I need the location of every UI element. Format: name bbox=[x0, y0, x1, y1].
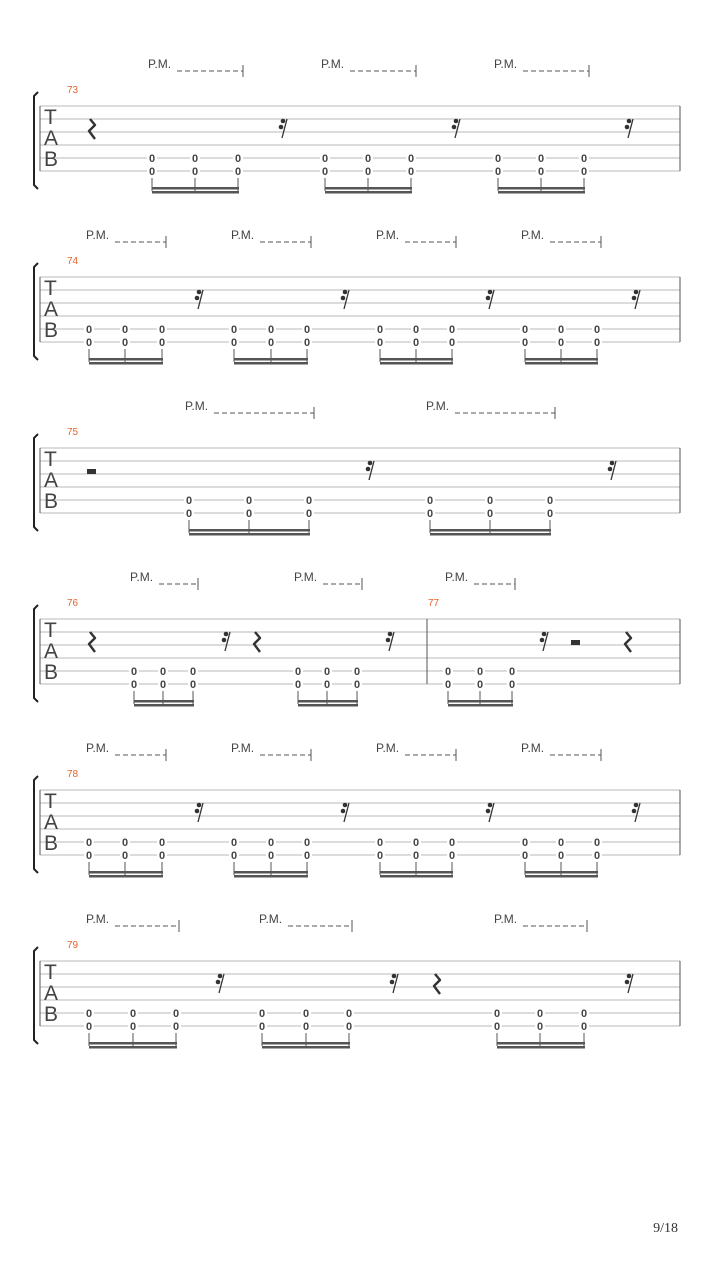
tab-clef-letter: T bbox=[44, 961, 57, 984]
beam bbox=[325, 187, 412, 190]
palm-mute-label: P.M. bbox=[86, 912, 110, 926]
rest-dot bbox=[632, 809, 637, 814]
system-bracket bbox=[34, 434, 38, 531]
palm-mute-label: P.M. bbox=[376, 741, 400, 755]
measure-number: 73 bbox=[67, 85, 79, 96]
fret-number: 0 bbox=[191, 166, 199, 178]
tab-clef-letter: B bbox=[44, 490, 59, 513]
tab-clef-letter: A bbox=[44, 982, 59, 1005]
fret-number: 0 bbox=[267, 850, 275, 862]
palm-mute-label: P.M. bbox=[231, 741, 255, 755]
fret-number: 0 bbox=[129, 1008, 137, 1020]
beam bbox=[380, 358, 453, 361]
sixteenth-rest bbox=[452, 119, 460, 138]
beam bbox=[448, 704, 513, 707]
sixteenth-rest bbox=[279, 119, 287, 138]
fret-number: 0 bbox=[148, 153, 156, 165]
palm-mute-marker bbox=[86, 228, 166, 248]
palm-mute-label: P.M. bbox=[445, 570, 469, 584]
beam bbox=[89, 1042, 177, 1045]
tab-clef-letter: B bbox=[44, 832, 59, 855]
beam bbox=[189, 533, 310, 536]
sixteenth-rest bbox=[195, 803, 203, 822]
fret-number: 0 bbox=[580, 166, 588, 178]
fret-number: 0 bbox=[448, 837, 456, 849]
rest-dot bbox=[392, 974, 397, 979]
palm-mute-marker bbox=[521, 228, 601, 248]
beam bbox=[89, 362, 163, 365]
palm-mute-marker bbox=[294, 570, 362, 590]
palm-mute-marker bbox=[86, 912, 179, 932]
palm-mute-marker bbox=[231, 741, 311, 761]
fret-number: 0 bbox=[494, 166, 502, 178]
half-rest bbox=[87, 469, 96, 474]
rest-dot bbox=[454, 119, 459, 124]
beam bbox=[498, 187, 585, 190]
measure-number: 78 bbox=[67, 769, 79, 780]
sixteenth-rest bbox=[390, 974, 398, 993]
system-bracket bbox=[34, 92, 38, 189]
fret-number: 0 bbox=[323, 679, 331, 691]
quarter-rest bbox=[254, 632, 260, 652]
fret-number: 0 bbox=[345, 1008, 353, 1020]
beam bbox=[152, 191, 239, 194]
beam bbox=[89, 875, 163, 878]
rest-dot bbox=[197, 803, 202, 808]
fret-number: 0 bbox=[580, 1008, 588, 1020]
beam bbox=[498, 191, 585, 194]
fret-number: 0 bbox=[521, 337, 529, 349]
palm-mute-marker bbox=[259, 912, 352, 932]
rest-dot bbox=[343, 290, 348, 295]
rest-dot bbox=[542, 632, 547, 637]
fret-number: 0 bbox=[230, 324, 238, 336]
palm-mute-marker bbox=[445, 570, 515, 590]
fret-number: 0 bbox=[85, 337, 93, 349]
palm-mute-marker bbox=[321, 57, 416, 77]
fret-number: 0 bbox=[412, 337, 420, 349]
beam bbox=[89, 871, 163, 874]
fret-number: 0 bbox=[476, 666, 484, 678]
beam bbox=[262, 1046, 350, 1049]
fret-number: 0 bbox=[448, 324, 456, 336]
palm-mute-label: P.M. bbox=[294, 570, 318, 584]
beam bbox=[89, 1046, 177, 1049]
palm-mute-label: P.M. bbox=[494, 57, 518, 71]
fret-number: 0 bbox=[364, 166, 372, 178]
fret-number: 0 bbox=[302, 1008, 310, 1020]
rest-dot bbox=[366, 467, 371, 472]
tab-clef-letter: B bbox=[44, 148, 59, 171]
tab-clef-letter: B bbox=[44, 319, 59, 342]
beam bbox=[134, 704, 194, 707]
rest-dot bbox=[488, 290, 493, 295]
palm-mute-marker bbox=[494, 57, 589, 77]
beam bbox=[134, 700, 194, 703]
fret-number: 0 bbox=[189, 679, 197, 691]
rest-dot bbox=[388, 632, 393, 637]
palm-mute-marker bbox=[185, 399, 314, 419]
palm-mute-label: P.M. bbox=[130, 570, 154, 584]
system-bracket bbox=[34, 947, 38, 1044]
rest-dot bbox=[218, 974, 223, 979]
fret-number: 0 bbox=[121, 337, 129, 349]
rest-dot bbox=[452, 125, 457, 130]
tab-clef-letter: A bbox=[44, 469, 59, 492]
fret-number: 0 bbox=[407, 153, 415, 165]
rest-dot bbox=[627, 974, 632, 979]
fret-number: 0 bbox=[426, 495, 434, 507]
palm-mute-label: P.M. bbox=[86, 228, 110, 242]
beam bbox=[262, 1042, 350, 1045]
palm-mute-marker bbox=[376, 228, 456, 248]
fret-number: 0 bbox=[521, 837, 529, 849]
fret-number: 0 bbox=[521, 850, 529, 862]
fret-number: 0 bbox=[546, 508, 554, 520]
sixteenth-rest bbox=[625, 119, 633, 138]
rest-dot bbox=[368, 461, 373, 466]
measure-number: 77 bbox=[428, 598, 440, 609]
fret-number: 0 bbox=[476, 679, 484, 691]
fret-number: 0 bbox=[267, 324, 275, 336]
fret-number: 0 bbox=[85, 837, 93, 849]
sixteenth-rest bbox=[486, 803, 494, 822]
sixteenth-rest bbox=[540, 632, 548, 651]
tab-system bbox=[34, 399, 680, 536]
fret-number: 0 bbox=[121, 324, 129, 336]
beam bbox=[525, 875, 598, 878]
beam bbox=[497, 1042, 585, 1045]
fret-number: 0 bbox=[159, 679, 167, 691]
measure-number: 76 bbox=[67, 598, 79, 609]
fret-number: 0 bbox=[294, 666, 302, 678]
tab-system bbox=[34, 570, 680, 707]
fret-number: 0 bbox=[158, 837, 166, 849]
page-number: 9/18 bbox=[653, 1221, 678, 1236]
palm-mute-marker bbox=[426, 399, 555, 419]
fret-number: 0 bbox=[448, 850, 456, 862]
fret-number: 0 bbox=[185, 508, 193, 520]
palm-mute-label: P.M. bbox=[259, 912, 283, 926]
beam bbox=[497, 1046, 585, 1049]
palm-mute-label: P.M. bbox=[494, 912, 518, 926]
rest-dot bbox=[222, 638, 227, 643]
system-bracket bbox=[34, 605, 38, 702]
sixteenth-rest bbox=[632, 290, 640, 309]
beam bbox=[189, 529, 310, 532]
fret-number: 0 bbox=[185, 495, 193, 507]
fret-number: 0 bbox=[593, 337, 601, 349]
fret-number: 0 bbox=[486, 508, 494, 520]
palm-mute-marker bbox=[376, 741, 456, 761]
rest-dot bbox=[341, 296, 346, 301]
beam bbox=[152, 187, 239, 190]
fret-number: 0 bbox=[121, 837, 129, 849]
fret-number: 0 bbox=[85, 1008, 93, 1020]
fret-number: 0 bbox=[493, 1008, 501, 1020]
fret-number: 0 bbox=[508, 666, 516, 678]
sixteenth-rest bbox=[366, 461, 374, 480]
fret-number: 0 bbox=[245, 508, 253, 520]
fret-number: 0 bbox=[580, 153, 588, 165]
fret-number: 0 bbox=[521, 324, 529, 336]
rest-dot bbox=[216, 980, 221, 985]
beam bbox=[380, 362, 453, 365]
beam bbox=[89, 358, 163, 361]
fret-number: 0 bbox=[172, 1021, 180, 1033]
fret-number: 0 bbox=[302, 1021, 310, 1033]
palm-mute-marker bbox=[521, 741, 601, 761]
fret-number: 0 bbox=[303, 324, 311, 336]
fret-number: 0 bbox=[407, 166, 415, 178]
fret-number: 0 bbox=[258, 1008, 266, 1020]
fret-number: 0 bbox=[412, 850, 420, 862]
system-bracket bbox=[34, 776, 38, 873]
fret-number: 0 bbox=[376, 850, 384, 862]
palm-mute-marker bbox=[231, 228, 311, 248]
rest-dot bbox=[343, 803, 348, 808]
fret-number: 0 bbox=[230, 850, 238, 862]
fret-number: 0 bbox=[376, 337, 384, 349]
tab-clef-letter: T bbox=[44, 448, 57, 471]
sixteenth-rest bbox=[341, 290, 349, 309]
tab-clef-letter: A bbox=[44, 811, 59, 834]
rest-dot bbox=[608, 467, 613, 472]
fret-number: 0 bbox=[412, 324, 420, 336]
sixteenth-rest bbox=[608, 461, 616, 480]
sixteenth-rest bbox=[222, 632, 230, 651]
tab-clef-letter: B bbox=[44, 661, 59, 684]
fret-number: 0 bbox=[345, 1021, 353, 1033]
tab-clef-letter: A bbox=[44, 298, 59, 321]
fret-number: 0 bbox=[148, 166, 156, 178]
fret-number: 0 bbox=[412, 837, 420, 849]
palm-mute-label: P.M. bbox=[321, 57, 345, 71]
fret-number: 0 bbox=[557, 850, 565, 862]
sixteenth-rest bbox=[625, 974, 633, 993]
rest-dot bbox=[632, 296, 637, 301]
fret-number: 0 bbox=[258, 1021, 266, 1033]
palm-mute-label: P.M. bbox=[86, 741, 110, 755]
fret-number: 0 bbox=[159, 666, 167, 678]
tab-clef-letter: T bbox=[44, 106, 57, 129]
rest-dot bbox=[625, 125, 630, 130]
tab-system bbox=[34, 57, 680, 194]
fret-number: 0 bbox=[267, 337, 275, 349]
sixteenth-rest bbox=[341, 803, 349, 822]
fret-number: 0 bbox=[158, 850, 166, 862]
fret-number: 0 bbox=[376, 837, 384, 849]
fret-number: 0 bbox=[493, 1021, 501, 1033]
fret-number: 0 bbox=[130, 679, 138, 691]
fret-number: 0 bbox=[191, 153, 199, 165]
fret-number: 0 bbox=[267, 837, 275, 849]
fret-number: 0 bbox=[305, 495, 313, 507]
measure-number: 75 bbox=[67, 427, 79, 438]
tab-system bbox=[34, 741, 680, 878]
beam bbox=[430, 533, 551, 536]
fret-number: 0 bbox=[85, 324, 93, 336]
palm-mute-label: P.M. bbox=[426, 399, 450, 413]
tab-system bbox=[34, 228, 680, 365]
beam bbox=[525, 362, 598, 365]
sixteenth-rest bbox=[632, 803, 640, 822]
rest-dot bbox=[279, 125, 284, 130]
palm-mute-label: P.M. bbox=[521, 228, 545, 242]
rest-dot bbox=[488, 803, 493, 808]
rest-dot bbox=[634, 803, 639, 808]
quarter-rest bbox=[89, 632, 95, 652]
fret-number: 0 bbox=[121, 850, 129, 862]
fret-number: 0 bbox=[130, 666, 138, 678]
measure-number: 74 bbox=[67, 256, 79, 267]
fret-number: 0 bbox=[303, 850, 311, 862]
fret-number: 0 bbox=[546, 495, 554, 507]
fret-number: 0 bbox=[245, 495, 253, 507]
rest-dot bbox=[625, 980, 630, 985]
fret-number: 0 bbox=[508, 679, 516, 691]
fret-number: 0 bbox=[580, 1021, 588, 1033]
rest-dot bbox=[195, 809, 200, 814]
fret-number: 0 bbox=[536, 1008, 544, 1020]
beam bbox=[234, 875, 308, 878]
fret-number: 0 bbox=[537, 153, 545, 165]
palm-mute-label: P.M. bbox=[376, 228, 400, 242]
fret-number: 0 bbox=[321, 153, 329, 165]
fret-number: 0 bbox=[444, 666, 452, 678]
fret-number: 0 bbox=[189, 666, 197, 678]
sixteenth-rest bbox=[386, 632, 394, 651]
rest-dot bbox=[281, 119, 286, 124]
fret-number: 0 bbox=[557, 324, 565, 336]
rest-dot bbox=[341, 809, 346, 814]
palm-mute-label: P.M. bbox=[231, 228, 255, 242]
palm-mute-marker bbox=[130, 570, 198, 590]
rest-dot bbox=[610, 461, 615, 466]
beam bbox=[234, 358, 308, 361]
fret-number: 0 bbox=[486, 495, 494, 507]
palm-mute-marker bbox=[494, 912, 587, 932]
beam bbox=[430, 529, 551, 532]
tab-clef-letter: B bbox=[44, 1003, 59, 1026]
fret-number: 0 bbox=[172, 1008, 180, 1020]
beam bbox=[234, 871, 308, 874]
fret-number: 0 bbox=[303, 837, 311, 849]
beam bbox=[525, 871, 598, 874]
beam bbox=[380, 875, 453, 878]
fret-number: 0 bbox=[323, 666, 331, 678]
fret-number: 0 bbox=[234, 166, 242, 178]
fret-number: 0 bbox=[536, 1021, 544, 1033]
fret-number: 0 bbox=[234, 153, 242, 165]
fret-number: 0 bbox=[321, 166, 329, 178]
quarter-rest bbox=[89, 119, 95, 139]
beam bbox=[325, 191, 412, 194]
beam bbox=[448, 700, 513, 703]
fret-number: 0 bbox=[593, 324, 601, 336]
beam bbox=[234, 362, 308, 365]
fret-number: 0 bbox=[444, 679, 452, 691]
palm-mute-marker bbox=[86, 741, 166, 761]
fret-number: 0 bbox=[129, 1021, 137, 1033]
beam bbox=[298, 704, 358, 707]
fret-number: 0 bbox=[537, 166, 545, 178]
tab-clef-letter: T bbox=[44, 277, 57, 300]
fret-number: 0 bbox=[494, 153, 502, 165]
palm-mute-label: P.M. bbox=[185, 399, 209, 413]
beam bbox=[525, 358, 598, 361]
fret-number: 0 bbox=[426, 508, 434, 520]
rest-dot bbox=[634, 290, 639, 295]
fret-number: 0 bbox=[376, 324, 384, 336]
rest-dot bbox=[197, 290, 202, 295]
rest-dot bbox=[486, 296, 491, 301]
fret-number: 0 bbox=[230, 837, 238, 849]
palm-mute-marker bbox=[148, 57, 243, 77]
rest-dot bbox=[224, 632, 229, 637]
fret-number: 0 bbox=[364, 153, 372, 165]
fret-number: 0 bbox=[85, 850, 93, 862]
rest-dot bbox=[386, 638, 391, 643]
sixteenth-rest bbox=[486, 290, 494, 309]
sixteenth-rest bbox=[216, 974, 224, 993]
system-bracket bbox=[34, 263, 38, 360]
measure-number: 79 bbox=[67, 940, 79, 951]
rest-dot bbox=[540, 638, 545, 643]
quarter-rest bbox=[434, 974, 440, 994]
rest-dot bbox=[390, 980, 395, 985]
fret-number: 0 bbox=[85, 1021, 93, 1033]
tab-clef-letter: A bbox=[44, 640, 59, 663]
beam bbox=[380, 871, 453, 874]
fret-number: 0 bbox=[294, 679, 302, 691]
fret-number: 0 bbox=[593, 837, 601, 849]
quarter-rest bbox=[625, 632, 631, 652]
beam bbox=[298, 700, 358, 703]
fret-number: 0 bbox=[557, 837, 565, 849]
tab-clef-letter: T bbox=[44, 619, 57, 642]
tab-clef-letter: A bbox=[44, 127, 59, 150]
fret-number: 0 bbox=[353, 679, 361, 691]
palm-mute-label: P.M. bbox=[521, 741, 545, 755]
palm-mute-label: P.M. bbox=[148, 57, 172, 71]
fret-number: 0 bbox=[448, 337, 456, 349]
fret-number: 0 bbox=[593, 850, 601, 862]
tab-clef-letter: T bbox=[44, 790, 57, 813]
fret-number: 0 bbox=[353, 666, 361, 678]
fret-number: 0 bbox=[158, 324, 166, 336]
rest-dot bbox=[195, 296, 200, 301]
sixteenth-rest bbox=[195, 290, 203, 309]
rest-dot bbox=[627, 119, 632, 124]
fret-number: 0 bbox=[557, 337, 565, 349]
fret-number: 0 bbox=[158, 337, 166, 349]
rest-dot bbox=[486, 809, 491, 814]
tab-system bbox=[34, 912, 680, 1049]
fret-number: 0 bbox=[230, 337, 238, 349]
fret-number: 0 bbox=[303, 337, 311, 349]
fret-number: 0 bbox=[305, 508, 313, 520]
half-rest bbox=[571, 640, 580, 645]
